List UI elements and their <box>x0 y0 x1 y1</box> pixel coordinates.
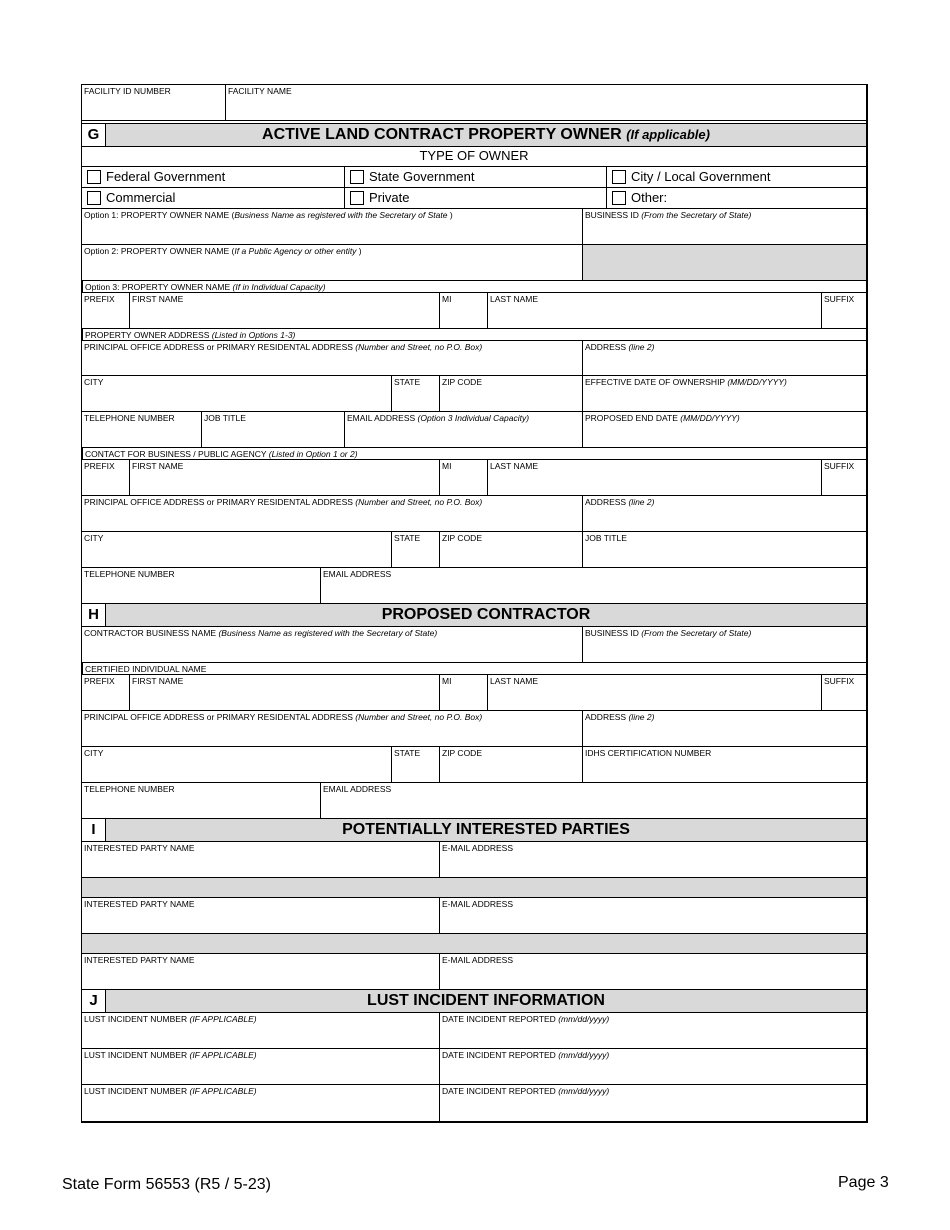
interested-party-email-field[interactable] <box>439 898 866 933</box>
contact-telephone-label: TELEPHONE NUMBER <box>84 569 175 579</box>
owner-type-federal[interactable] <box>82 167 344 187</box>
option3-note: (If in Individual Capacity) <box>232 282 326 292</box>
contact-phone-row <box>82 568 866 604</box>
date-reported-note: (mm/dd/yyyy) <box>558 1050 610 1060</box>
date-reported-note: (mm/dd/yyyy) <box>558 1014 610 1024</box>
lust-incident-note: (IF APPLICABLE) <box>189 1014 257 1024</box>
contact-prefix-field[interactable] <box>82 460 129 495</box>
contact-suffix-field[interactable] <box>821 460 866 495</box>
idhs-certification-field[interactable] <box>582 747 866 782</box>
idhs-certification-label: IDHS CERTIFICATION NUMBER <box>585 748 712 758</box>
owner-city-row <box>82 376 866 412</box>
first-name-label: FIRST NAME <box>132 294 184 304</box>
section-i-letter: I <box>82 819 106 841</box>
contractor-first-name-field[interactable] <box>129 675 439 710</box>
interested-party-email-field[interactable] <box>439 842 866 877</box>
interested-party-label: INTERESTED PARTY NAME <box>84 843 195 853</box>
interested-party-email-label: E-MAIL ADDRESS <box>442 955 514 965</box>
contractor-prefix-field[interactable] <box>82 675 129 710</box>
contractor-address-row <box>82 711 866 747</box>
option2-row <box>82 245 866 281</box>
contact-principal-address-field[interactable] <box>82 496 582 531</box>
contact-principal-label: PRINCIPAL OFFICE ADDRESS or PRIMARY RESIDENTAL ADDRESS <box>84 497 356 507</box>
section-j-header <box>82 990 866 1013</box>
contact-city-field[interactable] <box>82 532 391 567</box>
business-id-note: (From the Secretary of State) <box>641 210 752 220</box>
contractor-zip-field[interactable] <box>439 747 582 782</box>
lust-incident-row <box>82 1049 866 1085</box>
owner-type-state[interactable] <box>344 167 606 187</box>
contractor-state-field[interactable] <box>391 747 439 782</box>
address-line2-note: (line 2) <box>628 342 655 352</box>
facility-id-field[interactable] <box>82 85 225 120</box>
owner-address-line2-field[interactable] <box>582 341 866 375</box>
contact-first-name-label: FIRST NAME <box>132 461 184 471</box>
owner-type-city[interactable] <box>606 167 866 187</box>
interested-party-email-label: E-MAIL ADDRESS <box>442 899 514 909</box>
date-reported-label: DATE INCIDENT REPORTED <box>442 1050 559 1060</box>
page-number: Page 3 <box>838 1174 889 1191</box>
option2-note: If a Public Agency or other entity <box>234 246 357 256</box>
contractor-telephone-label: TELEPHONE NUMBER <box>84 784 175 794</box>
principal-address-label: PRINCIPAL OFFICE ADDRESS or PRIMARY RESIDENTAL ADDRESS <box>84 342 356 352</box>
contractor-business-name-field[interactable] <box>82 627 582 662</box>
owner-type-state-label: State Government <box>369 169 475 184</box>
interested-party-name-field[interactable] <box>82 954 439 989</box>
section-g-title-note: (If applicable) <box>626 127 710 142</box>
contractor-suffix-label: SUFFIX <box>824 676 855 686</box>
owner-zip-field[interactable] <box>439 376 582 411</box>
contractor-city-row <box>82 747 866 783</box>
option3-name-row <box>82 292 866 329</box>
address-line2-label: ADDRESS <box>585 342 629 352</box>
last-name-label: LAST NAME <box>490 294 539 304</box>
facility-id-label: FACILITY ID NUMBER <box>84 86 171 96</box>
section-i-title: POTENTIALLY INTERESTED PARTIES <box>342 821 630 838</box>
lust-incident-row <box>82 1085 866 1121</box>
lust-incident-label: LUST INCIDENT NUMBER <box>84 1086 190 1096</box>
state-label: STATE <box>394 377 421 387</box>
date-reported-label: DATE INCIDENT REPORTED <box>442 1014 559 1024</box>
contact-first-name-field[interactable] <box>129 460 439 495</box>
option1-row <box>82 209 866 245</box>
business-id-field[interactable] <box>582 209 866 244</box>
owner-state-field[interactable] <box>391 376 439 411</box>
interested-party-email-label: E-MAIL ADDRESS <box>442 843 514 853</box>
contractor-prefix-label: PREFIX <box>84 676 115 686</box>
job-title-label: JOB TITLE <box>204 413 246 423</box>
owner-job-title-field[interactable] <box>201 412 344 447</box>
lust-incident-label: LUST INCIDENT NUMBER <box>84 1014 190 1024</box>
contractor-phone-row <box>82 783 866 819</box>
contact-header-note: (Listed in Option 1 or 2) <box>268 449 358 459</box>
section-g-letter: G <box>82 124 106 146</box>
section-g-header <box>82 123 866 147</box>
telephone-label: TELEPHONE NUMBER <box>84 413 175 423</box>
grey-separator <box>82 878 866 898</box>
date-incident-reported-field[interactable] <box>439 1085 866 1121</box>
contractor-address-line2-label: ADDRESS <box>585 712 629 722</box>
contact-principal-note: (Number and Street, no P.O. Box) <box>355 497 483 507</box>
option2-label: Option 2: PROPERTY OWNER NAME ( <box>84 246 235 256</box>
facility-name-label: FACILITY NAME <box>228 86 292 96</box>
effective-date-note: (MM/DD/YYYY) <box>727 377 787 387</box>
owner-address-header <box>82 329 866 340</box>
city-label: CITY <box>84 377 104 387</box>
date-incident-reported-field[interactable] <box>439 1049 866 1084</box>
contractor-email-label: EMAIL ADDRESS <box>323 784 392 794</box>
contractor-mi-label: MI <box>442 676 452 686</box>
date-reported-label: DATE INCIDENT REPORTED <box>442 1086 559 1096</box>
option1-note: Business Name as registered with the Secretary of State <box>234 210 448 220</box>
section-i-header <box>82 819 866 842</box>
option3-header <box>82 281 866 292</box>
interested-party-row <box>82 842 866 878</box>
owner-type-other[interactable] <box>606 188 866 208</box>
contractor-principal-address-field[interactable] <box>82 711 582 746</box>
contact-city-row <box>82 532 866 568</box>
prefix-label: PREFIX <box>84 294 115 304</box>
form-page <box>81 84 868 1123</box>
contact-mi-label: MI <box>442 461 452 471</box>
option1-label: Option 1: PROPERTY OWNER NAME ( <box>84 210 235 220</box>
lust-incident-note: (IF APPLICABLE) <box>189 1050 257 1060</box>
contractor-state-label: STATE <box>394 748 421 758</box>
contractor-principal-label: PRINCIPAL OFFICE ADDRESS or PRIMARY RESIDENTAL ADDRESS <box>84 712 356 722</box>
contractor-mi-field[interactable] <box>439 675 487 710</box>
contact-last-name-label: LAST NAME <box>490 461 539 471</box>
proposed-end-date-field[interactable] <box>582 412 866 447</box>
contact-telephone-field[interactable] <box>82 568 320 603</box>
lust-incident-number-field[interactable] <box>82 1085 439 1121</box>
interested-party-row <box>82 898 866 934</box>
owner-address-label: PROPERTY OWNER ADDRESS <box>85 330 212 340</box>
lust-incident-note: (IF APPLICABLE) <box>189 1086 257 1096</box>
section-j-letter: J <box>82 990 106 1012</box>
contact-address-line2-note: (line 2) <box>628 497 655 507</box>
option3-last-name-field[interactable] <box>487 293 821 328</box>
contractor-telephone-field[interactable] <box>82 783 320 818</box>
principal-address-note: (Number and Street, no P.O. Box) <box>355 342 483 352</box>
owner-telephone-field[interactable] <box>82 412 201 447</box>
owner-type-commercial-label: Commercial <box>106 190 176 205</box>
lust-incident-number-field[interactable] <box>82 1013 439 1048</box>
contractor-business-name-label: CONTRACTOR BUSINESS NAME <box>84 628 219 638</box>
contact-zip-field[interactable] <box>439 532 582 567</box>
owner-contact-row <box>82 412 866 448</box>
contact-prefix-label: PREFIX <box>84 461 115 471</box>
contact-suffix-label: SUFFIX <box>824 461 855 471</box>
owner-address-note: (Listed in Options 1-3) <box>211 330 296 340</box>
contact-email-field[interactable] <box>320 568 866 603</box>
facility-row <box>82 85 866 121</box>
effective-date-label: EFFECTIVE DATE OF OWNERSHIP <box>585 377 728 387</box>
option3-label: Option 3: PROPERTY OWNER NAME <box>85 282 233 292</box>
option2-owner-name-field[interactable] <box>82 245 582 280</box>
zip-label: ZIP CODE <box>442 377 482 387</box>
interested-party-name-field[interactable] <box>82 842 439 877</box>
owner-address-row <box>82 340 866 376</box>
section-h-title: PROPOSED CONTRACTOR <box>381 606 591 623</box>
owner-type-row-1 <box>82 167 866 188</box>
lust-incident-row <box>82 1013 866 1049</box>
option1-owner-name-field[interactable] <box>82 209 582 244</box>
contractor-last-name-label: LAST NAME <box>490 676 539 686</box>
contact-zip-label: ZIP CODE <box>442 533 482 543</box>
option3-prefix-field[interactable] <box>82 293 129 328</box>
option3-suffix-field[interactable] <box>821 293 866 328</box>
owner-type-commercial[interactable] <box>82 188 344 208</box>
contact-city-label: CITY <box>84 533 104 543</box>
end-date-label: PROPOSED END DATE <box>585 413 681 423</box>
contact-email-label: EMAIL ADDRESS <box>323 569 392 579</box>
lust-incident-label: LUST INCIDENT NUMBER <box>84 1050 190 1060</box>
date-reported-note: (mm/dd/yyyy) <box>558 1086 610 1096</box>
owner-type-private[interactable] <box>344 188 606 208</box>
contractor-business-row <box>82 627 866 663</box>
owner-type-city-label: City / Local Government <box>631 169 771 184</box>
section-g-title <box>106 124 866 146</box>
mi-label: MI <box>442 294 452 304</box>
email-note: (Option 3 Individual Capacity) <box>417 413 530 423</box>
contact-last-name-field[interactable] <box>487 460 821 495</box>
contact-state-label: STATE <box>394 533 421 543</box>
contractor-city-label: CITY <box>84 748 104 758</box>
checkbox-federal[interactable] <box>87 170 101 184</box>
contact-address-row <box>82 496 866 532</box>
checkbox-city[interactable] <box>612 170 626 184</box>
contact-state-field[interactable] <box>391 532 439 567</box>
section-g-title-text: ACTIVE LAND CONTRACT PROPERTY OWNER <box>262 126 622 143</box>
option2-tail: ) <box>356 246 362 256</box>
type-of-owner-label: TYPE OF OWNER <box>82 147 866 167</box>
option1-tail: ) <box>447 210 453 220</box>
option3-mi-field[interactable] <box>439 293 487 328</box>
option3-first-name-field[interactable] <box>129 293 439 328</box>
contractor-business-id-field[interactable] <box>582 627 866 662</box>
contractor-business-id-note: (From the Secretary of State) <box>641 628 752 638</box>
certified-individual-header: CERTIFIED INDIVIDUAL NAME <box>82 663 866 674</box>
date-incident-reported-field[interactable] <box>439 1013 866 1048</box>
section-j-title: LUST INCIDENT INFORMATION <box>367 992 605 1009</box>
facility-name-field[interactable] <box>225 85 866 120</box>
interested-party-name-field[interactable] <box>82 898 439 933</box>
contractor-business-id-label: BUSINESS ID <box>585 628 642 638</box>
owner-type-private-label: Private <box>369 190 410 205</box>
contact-job-title-field[interactable] <box>582 532 866 567</box>
checkbox-commercial[interactable] <box>87 191 101 205</box>
owner-type-other-label: Other: <box>631 190 668 205</box>
end-date-note: (MM/DD/YYYY) <box>680 413 740 423</box>
contact-mi-field[interactable] <box>439 460 487 495</box>
option2-greyed-cell <box>582 245 866 280</box>
contact-address-line2-label: ADDRESS <box>585 497 629 507</box>
owner-type-federal-label: Federal Government <box>106 169 226 184</box>
suffix-label: SUFFIX <box>824 294 855 304</box>
checkbox-state[interactable] <box>350 170 364 184</box>
contractor-address-line2-field[interactable] <box>582 711 866 746</box>
section-h-letter: H <box>82 604 106 626</box>
lust-incident-number-field[interactable] <box>82 1049 439 1084</box>
contractor-name-row <box>82 674 866 711</box>
effective-date-field[interactable] <box>582 376 866 411</box>
contact-name-row <box>82 459 866 496</box>
contractor-first-name-label: FIRST NAME <box>132 676 184 686</box>
email-label: EMAIL ADDRESS <box>347 413 418 423</box>
interested-party-label: INTERESTED PARTY NAME <box>84 955 195 965</box>
grey-separator <box>82 934 866 954</box>
contractor-suffix-field[interactable] <box>821 675 866 710</box>
checkbox-private[interactable] <box>350 191 364 205</box>
contractor-principal-note: (Number and Street, no P.O. Box) <box>355 712 483 722</box>
contractor-business-name-note: (Business Name as registered with the Secretary of State) <box>218 628 438 638</box>
form-number: State Form 56553 (R5 / 5-23) <box>62 1176 271 1193</box>
contact-header <box>82 448 866 459</box>
interested-party-email-field[interactable] <box>439 954 866 989</box>
owner-email-field[interactable] <box>344 412 582 447</box>
contractor-zip-label: ZIP CODE <box>442 748 482 758</box>
contact-header-label: CONTACT FOR BUSINESS / PUBLIC AGENCY <box>85 449 269 459</box>
contact-job-title-label: JOB TITLE <box>585 533 627 543</box>
contractor-city-field[interactable] <box>82 747 391 782</box>
contractor-email-field[interactable] <box>320 783 866 818</box>
interested-party-label: INTERESTED PARTY NAME <box>84 899 195 909</box>
contact-address-line2-field[interactable] <box>582 496 866 531</box>
owner-type-row-2 <box>82 188 866 209</box>
business-id-label: BUSINESS ID <box>585 210 642 220</box>
owner-city-field[interactable] <box>82 376 391 411</box>
contractor-address-line2-note: (line 2) <box>628 712 655 722</box>
contractor-last-name-field[interactable] <box>487 675 821 710</box>
owner-principal-address-field[interactable] <box>82 341 582 375</box>
checkbox-other[interactable] <box>612 191 626 205</box>
section-h-header <box>82 604 866 627</box>
interested-party-row <box>82 954 866 990</box>
